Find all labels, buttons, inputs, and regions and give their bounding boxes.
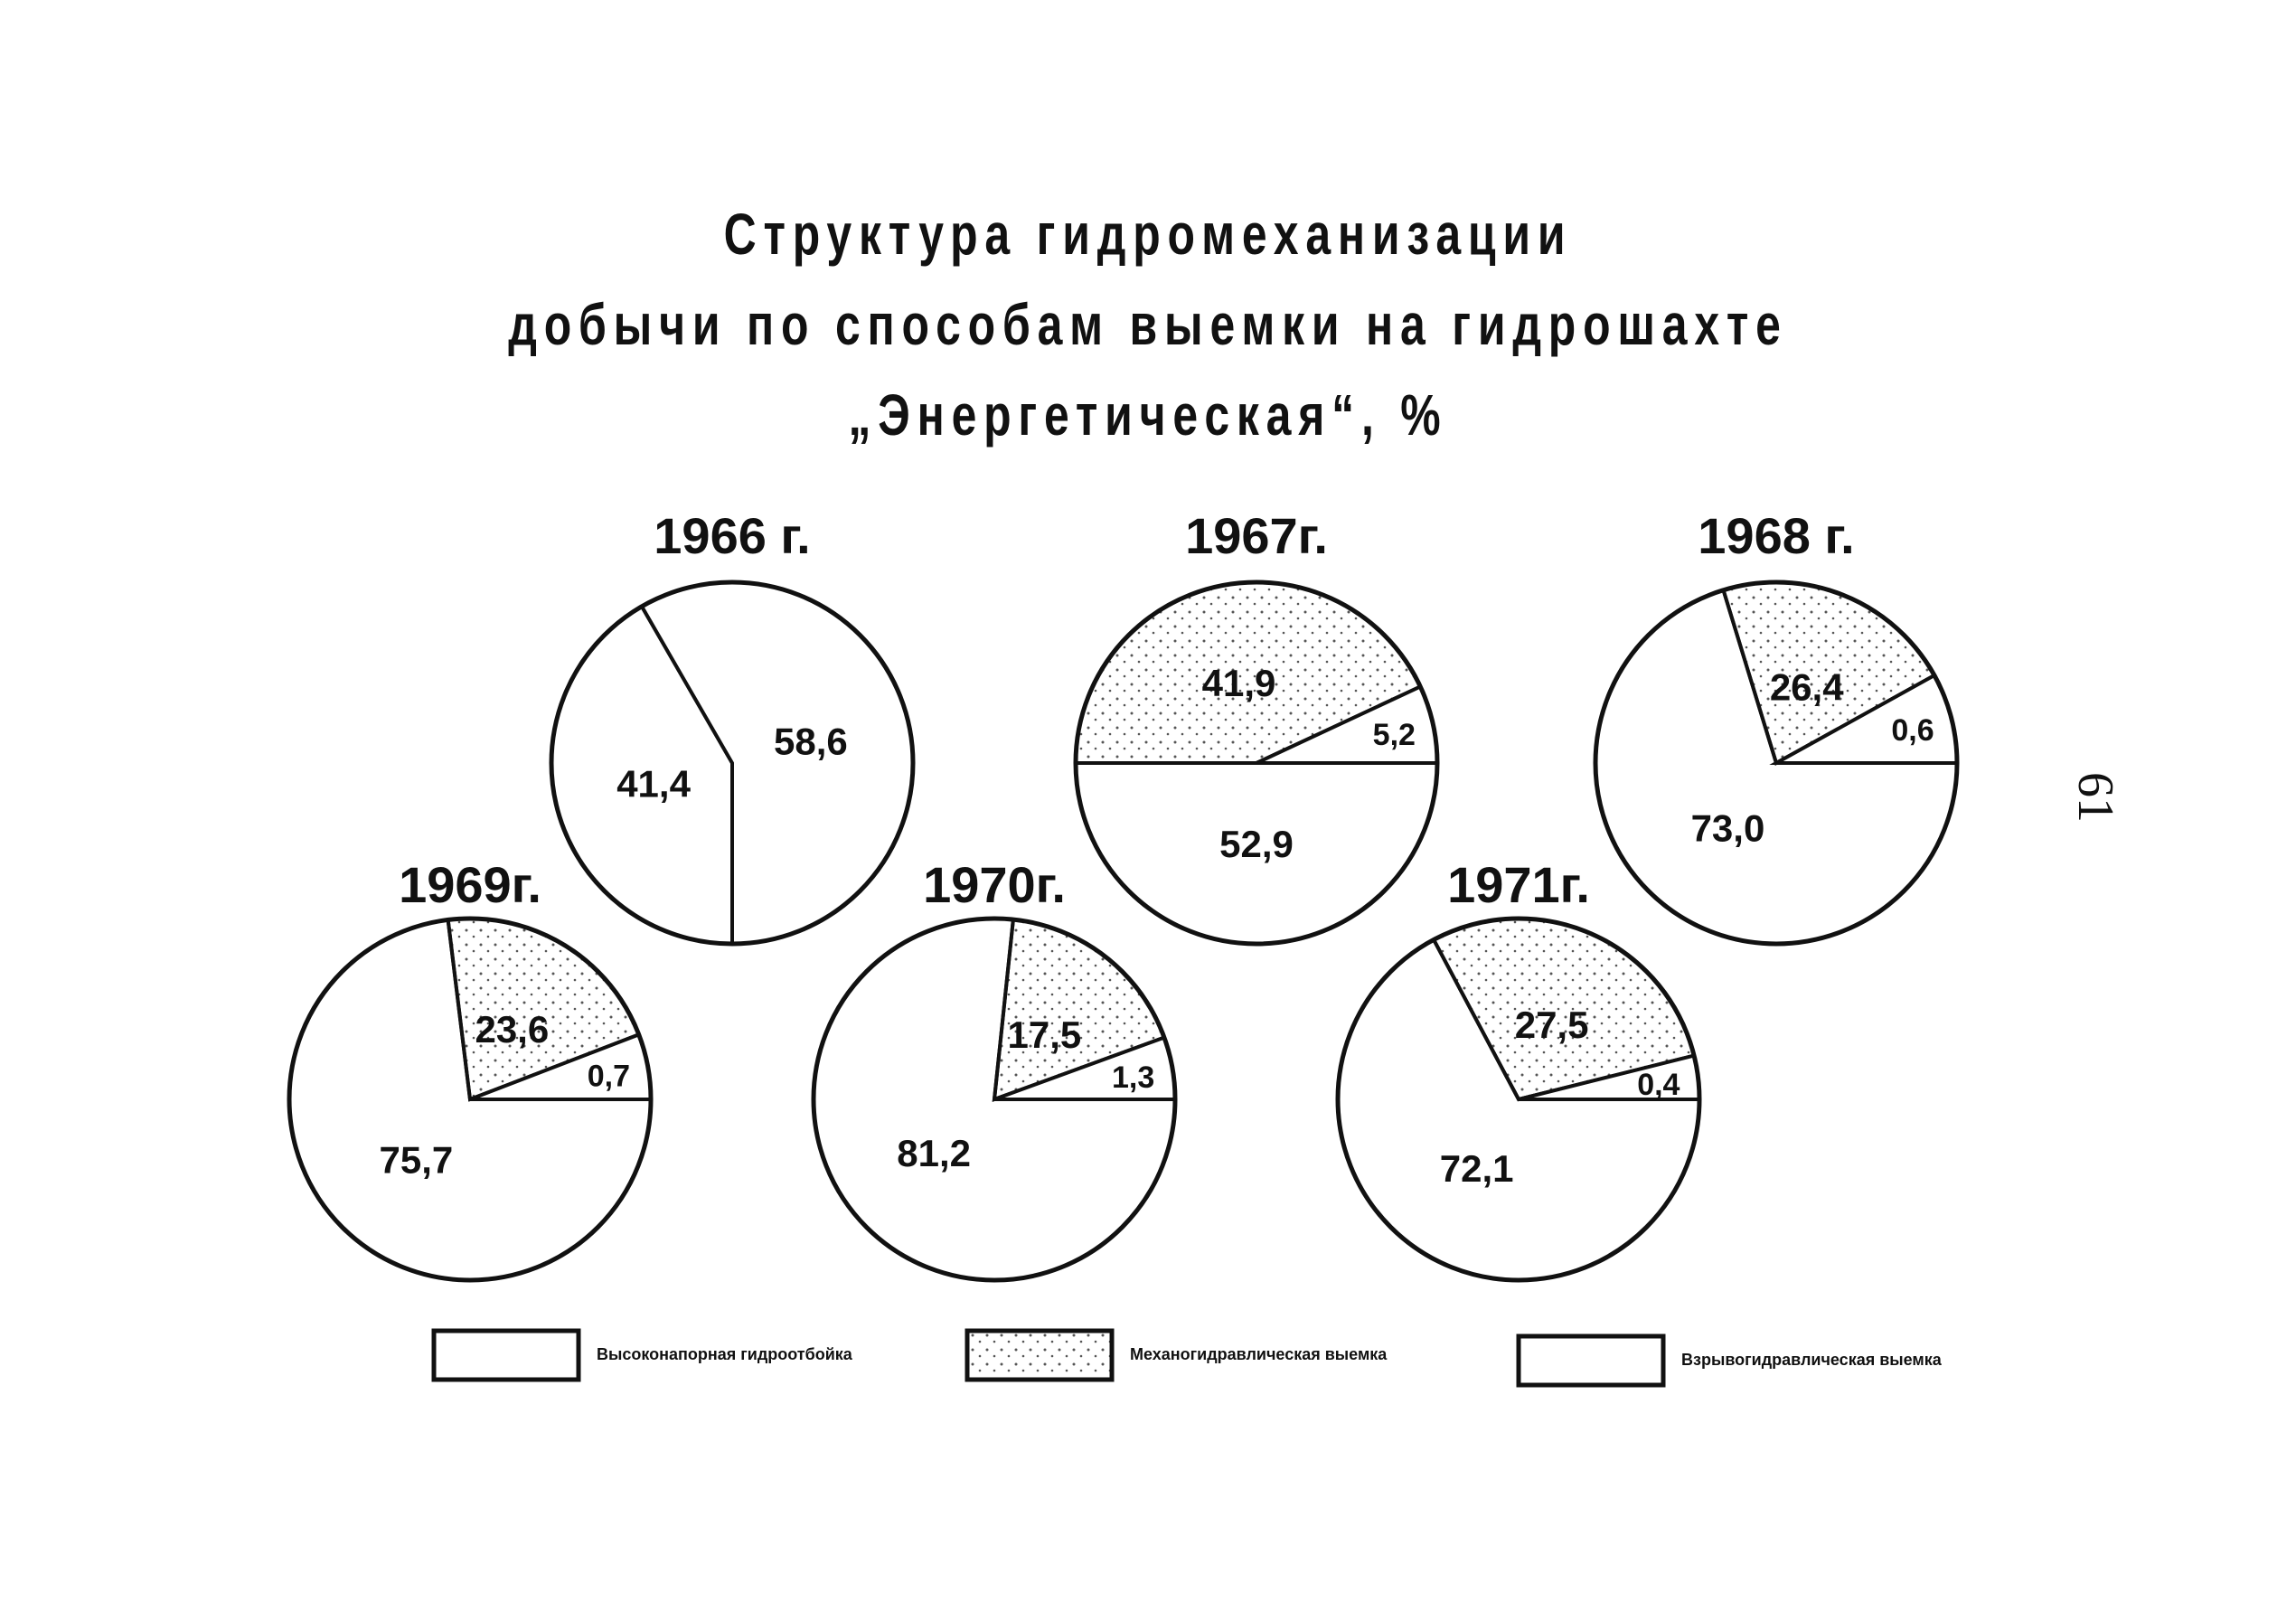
pie-year-title: 1967г. bbox=[1185, 507, 1328, 564]
pie-chart-2 bbox=[1595, 507, 1957, 944]
chart-title-line-2: добычи по способам выемки на гидрошахте bbox=[508, 292, 1788, 357]
pie-slice-label: 17,5 bbox=[1007, 1013, 1082, 1057]
pie-slice-label: 23,6 bbox=[475, 1007, 550, 1051]
legend-item bbox=[1519, 1336, 1943, 1385]
pie-year-title: 1970г. bbox=[923, 856, 1066, 913]
pie-slice-label: 81,2 bbox=[897, 1132, 971, 1175]
pie-slice-label: 72,1 bbox=[1439, 1147, 1514, 1191]
pie-year-title: 1968 г. bbox=[1698, 507, 1855, 564]
legend-item bbox=[967, 1331, 1388, 1380]
legend-label: Высоконапорная гидроотбойка bbox=[597, 1345, 852, 1363]
pie-slice-label: 73,0 bbox=[1690, 806, 1765, 850]
legend-label: Механогидравлическая выемка bbox=[1130, 1345, 1388, 1363]
pie-slice-label: 0,4 bbox=[1637, 1067, 1680, 1102]
pie-year-title: 1969г. bbox=[399, 856, 541, 913]
pie-year-title: 1971г. bbox=[1447, 856, 1590, 913]
legend-swatch bbox=[967, 1331, 1112, 1380]
pie-slice-label: 52,9 bbox=[1219, 823, 1294, 865]
pie-chart-5 bbox=[1338, 856, 1699, 1280]
pie-chart-1 bbox=[1076, 507, 1437, 944]
chart-title-line-3: „Энергетическая“, % bbox=[848, 382, 1448, 448]
pie-slice-label: 0,6 bbox=[1891, 712, 1934, 748]
pie-slice-label: 0,7 bbox=[587, 1059, 631, 1094]
pie-slice-label: 75,7 bbox=[379, 1138, 454, 1182]
pie-slice-label: 41,9 bbox=[1201, 662, 1276, 705]
pie-slice-label: 27,5 bbox=[1514, 1003, 1589, 1046]
legend-swatch bbox=[434, 1331, 579, 1380]
pie-slice-label: 1,3 bbox=[1111, 1060, 1155, 1095]
pie-year-title: 1966 г. bbox=[654, 507, 811, 564]
pie-slice-label: 5,2 bbox=[1372, 718, 1416, 753]
pie-chart-4 bbox=[814, 856, 1175, 1280]
legend-item bbox=[434, 1331, 853, 1380]
pie-slice-label: 26,4 bbox=[1769, 665, 1844, 709]
pie-slice-label: 41,4 bbox=[616, 762, 691, 806]
legend-label: Взрывогидравлическая выемка bbox=[1681, 1351, 1942, 1369]
legend-swatch bbox=[1519, 1336, 1663, 1385]
pie-chart-3 bbox=[289, 856, 651, 1280]
pie-slice-label: 58,6 bbox=[774, 720, 848, 763]
pie-chart-0 bbox=[551, 507, 913, 944]
page-number: 61 bbox=[2067, 772, 2123, 823]
chart-title-line-1: Структура гидромеханизации bbox=[723, 202, 1573, 267]
